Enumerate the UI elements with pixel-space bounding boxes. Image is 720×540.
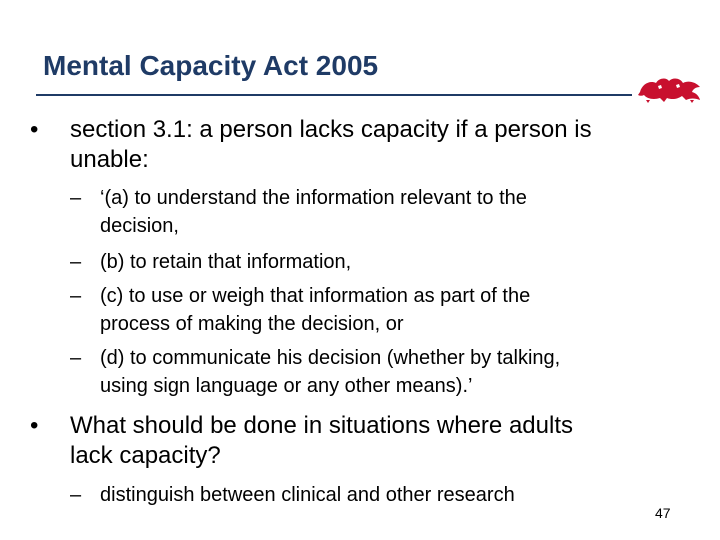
sub-bullet-text-line: distinguish between clinical and other research (100, 484, 515, 506)
sub-bullet-marker: – (70, 285, 82, 307)
sub-bullet-marker: – (70, 187, 82, 209)
bullet-marker: • (30, 116, 39, 143)
sub-bullet-text-line: using sign language or any other means).’ (100, 375, 473, 397)
page-number: 47 (655, 505, 671, 521)
sub-bullet-text-line: (c) to use or weigh that information as part of the (100, 285, 531, 307)
bullet-text-line: What should be done in situations where adults (70, 412, 573, 439)
sub-bullet-item (70, 248, 690, 276)
sub-bullet-text-line: (b) to retain that information, (100, 251, 352, 273)
bullet-item (30, 411, 690, 471)
sub-bullet-marker: – (70, 251, 82, 273)
sub-bullet-text-line: ‘(a) to understand the information relevant to the (100, 187, 527, 209)
bullet-text-line: lack capacity? (70, 442, 221, 469)
title-divider (36, 94, 632, 96)
bullet-item (30, 115, 690, 175)
sub-bullet-item (70, 184, 690, 240)
bullet-text-line: unable: (70, 146, 149, 173)
sub-bullet-marker: – (70, 484, 82, 506)
sub-bullet-item (70, 282, 690, 338)
sub-bullet-text-line: decision, (100, 215, 179, 237)
sub-bullet-text-line: process of making the decision, or (100, 313, 404, 335)
bullet-marker: • (30, 412, 39, 439)
slide-title: Mental Capacity Act 2005 (43, 50, 379, 81)
bullet-text-line: section 3.1: a person lacks capacity if a person is (70, 116, 592, 143)
sub-bullet-item (70, 481, 630, 509)
sub-bullet-item (70, 344, 690, 400)
sub-bullet-text-line: (d) to communicate his decision (whether by talking, (100, 347, 561, 369)
sub-bullet-marker: – (70, 347, 82, 369)
dragon-logo-icon (636, 74, 704, 104)
